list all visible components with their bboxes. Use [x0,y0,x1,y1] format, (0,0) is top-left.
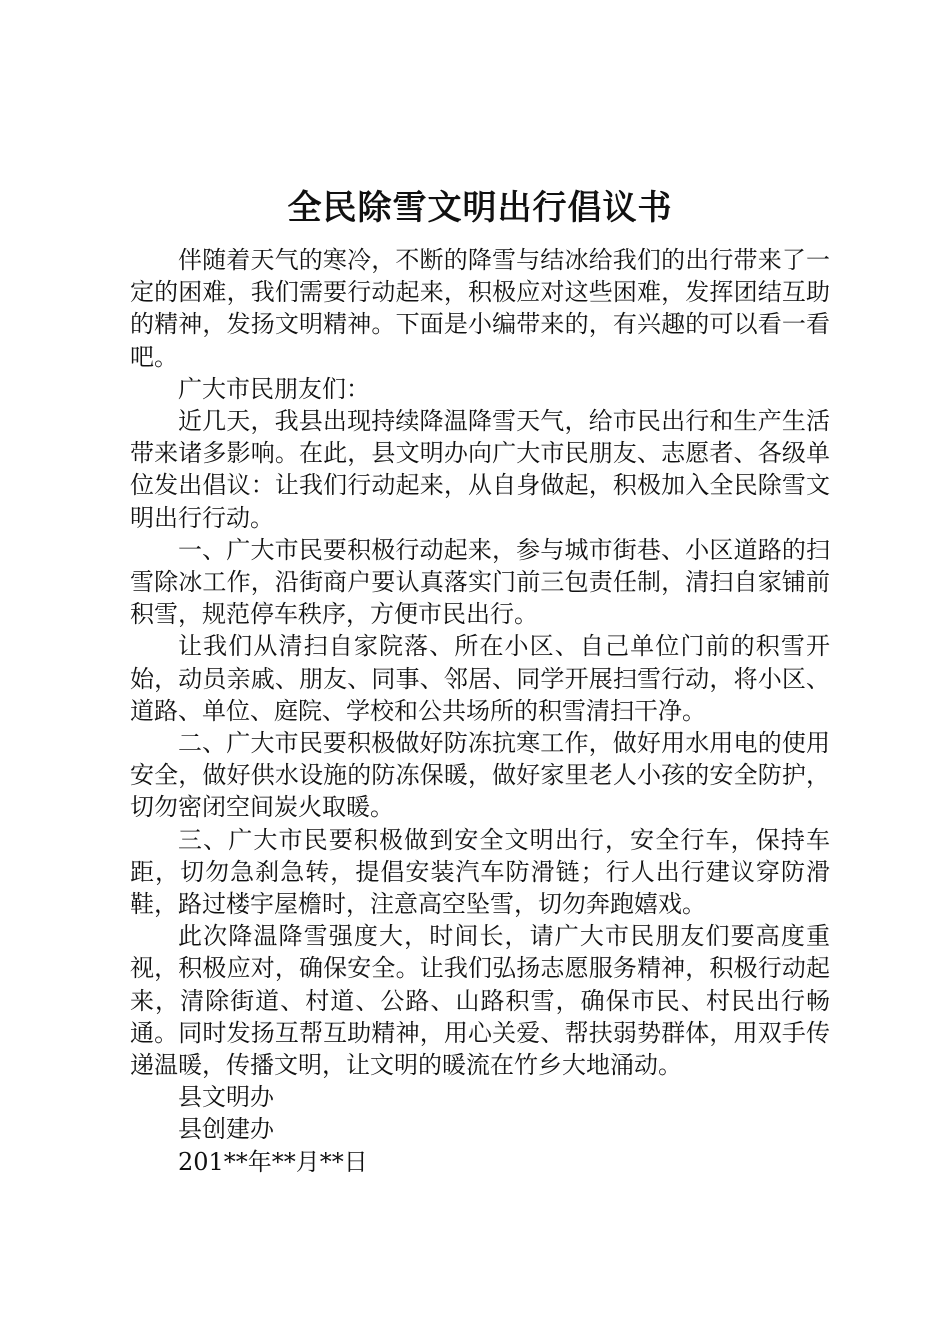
signature-block [130,1081,830,1178]
signature-org-1: 县文明办 [178,1083,274,1112]
paragraph-salutation: 广大市民朋友们： [178,374,370,403]
document-title: 全民除雪文明出行倡议书 [287,188,673,228]
paragraph-opening: 近几天，我县出现持续降温降雪天气，给市民出行和生产生活带来诸多影响。在此，县文明办向广大市民朋友、志愿者、各级单位发出倡议：让我们行动起来，从自身做起，积极加入全民除雪文明出行行动。 [130,407,830,532]
signature-org-2: 县创建办 [178,1115,274,1144]
document-body [130,244,830,1081]
paragraph-item-1-detail: 让我们从清扫自家院落、所在小区、自己单位门前的积雪开始，动员亲戚、朋友、同事、邻居、同学开展扫雪行动，将小区、道路、单位、庭院、学校和公共场所的积雪清扫干净。 [130,632,830,725]
paragraph-intro: 伴随着天气的寒冷，不断的降雪与结冰给我们的出行带来了一定的困难，我们需要行动起来，积极应对这些困难，发挥团结互助的精神，发扬文明精神。下面是小编带来的，有兴趣的可以看一看吧。 [130,246,830,371]
signature-date: 201**年**月**日 [178,1147,368,1176]
document-page [130,180,830,1178]
paragraph-item-1: 一、广大市民要积极行动起来，参与城市街巷、小区道路的扫雪除冰工作，沿街商户要认真落实门前三包责任制，清扫自家铺前积雪，规范停车秩序，方便市民出行。 [130,535,830,629]
paragraph-closing: 此次降温降雪强度大，时间长，请广大市民朋友们要高度重视，积极应对，确保安全。让我们弘扬志愿服务精神，积极行动起来，清除街道、村道、公路、山路积雪，确保市民、村民出行畅通。同时发扬互帮互助精神，用心关爱、帮扶弱势群体，用双手传递温暖，传播文明，让文明的暖流在竹乡大地涌动。 [130,922,830,1080]
paragraph-item-2: 二、广大市民要积极做好防冻抗寒工作，做好用水用电的使用安全，做好供水设施的防冻保暖，做好家里老人小孩的安全防护，切勿密闭空间炭火取暖。 [130,729,830,822]
paragraph-item-3: 三、广大市民要积极做到安全文明出行，安全行车，保持车距，切勿急刹急转，提倡安装汽车防滑链；行人出行建议穿防滑鞋，路过楼宇屋檐时，注意高空坠雪，切勿奔跑嬉戏。 [130,825,830,919]
